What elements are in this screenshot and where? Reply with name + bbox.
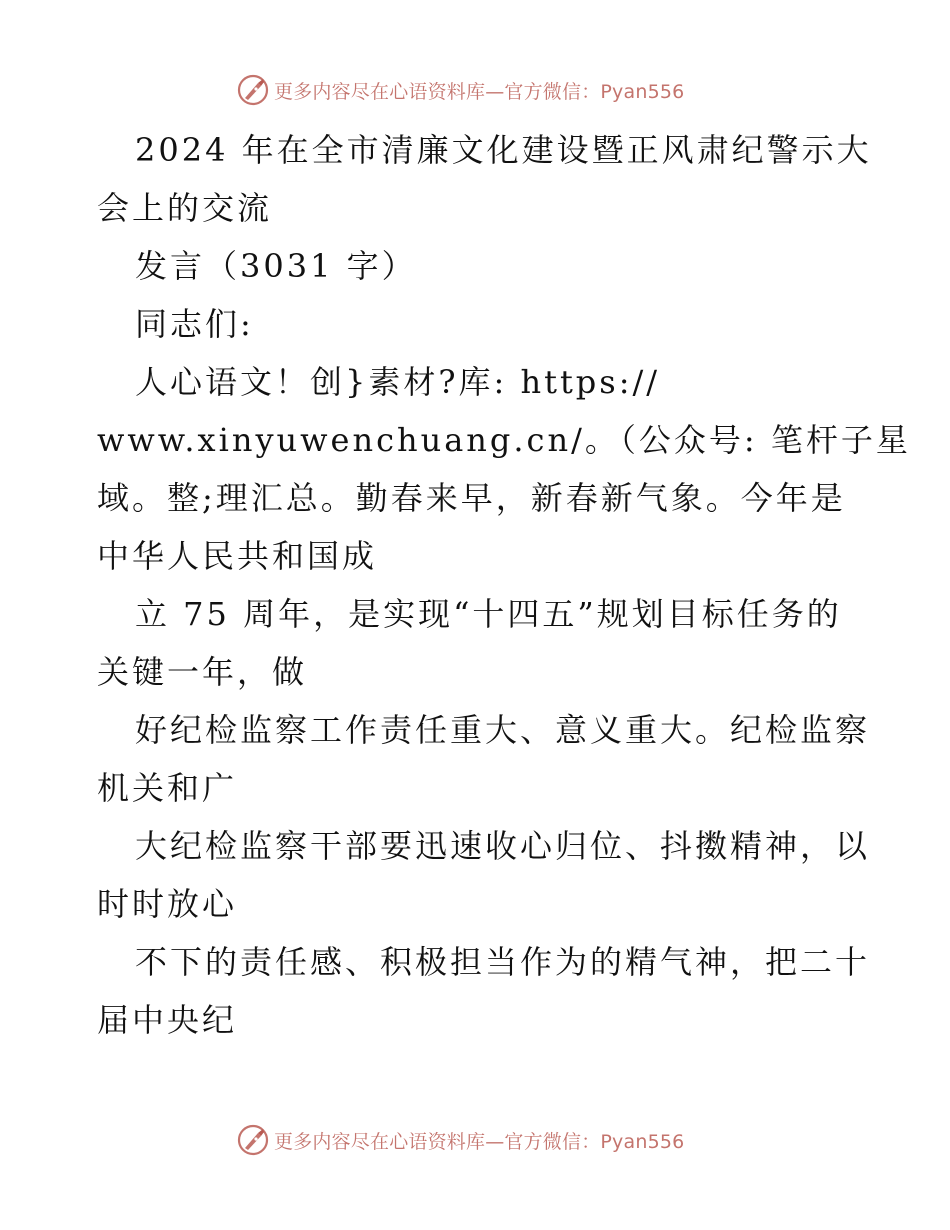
watermark-text: 更多内容尽在心语资料库—官方微信：Pyan556 xyxy=(274,80,685,103)
document-body xyxy=(97,121,911,1049)
footer-watermark-banner xyxy=(236,1123,684,1157)
title-line-1: 2024 年在全市清廉文化建设暨正风肃纪警示大 xyxy=(135,131,872,169)
body-line: 时时放心 xyxy=(97,885,238,923)
quill-nib-logo-icon xyxy=(236,73,270,107)
body-line: www.xinyuwenchuang.cn/。（公众号: 笔杆子星 xyxy=(97,421,911,459)
watermark-text: 更多内容尽在心语资料库—官方微信：Pyan556 xyxy=(274,1130,685,1153)
body-line: 关键一年，做 xyxy=(97,653,308,691)
body-line: 不下的责任感、积极担当作为的精气神，把二十 xyxy=(135,943,871,981)
body-line: 中华人民共和国成 xyxy=(97,537,378,575)
body-line: 人心语文！创}素材?库: https:// xyxy=(135,363,661,401)
body-line: 立 75 周年，是实现“十四五”规划目标任务的 xyxy=(135,595,842,633)
body-line: 届中央纪 xyxy=(97,1001,238,1039)
title-line-2: 会上的交流 xyxy=(97,189,273,227)
body-line: 域。整;理汇总。勤春来早，新春新气象。今年是 xyxy=(97,479,846,517)
body-line: 机关和广 xyxy=(97,769,238,807)
body-line: 好纪检监察工作责任重大、意义重大。纪检监察 xyxy=(135,711,871,749)
salutation: 同志们: xyxy=(135,305,254,343)
quill-nib-logo-icon xyxy=(236,1123,270,1157)
body-line: 大纪检监察干部要迅速收心归位、抖擞精神，以 xyxy=(135,827,871,865)
title-line-3: 发言（3031 字） xyxy=(135,247,417,285)
header-watermark-banner xyxy=(236,73,684,107)
